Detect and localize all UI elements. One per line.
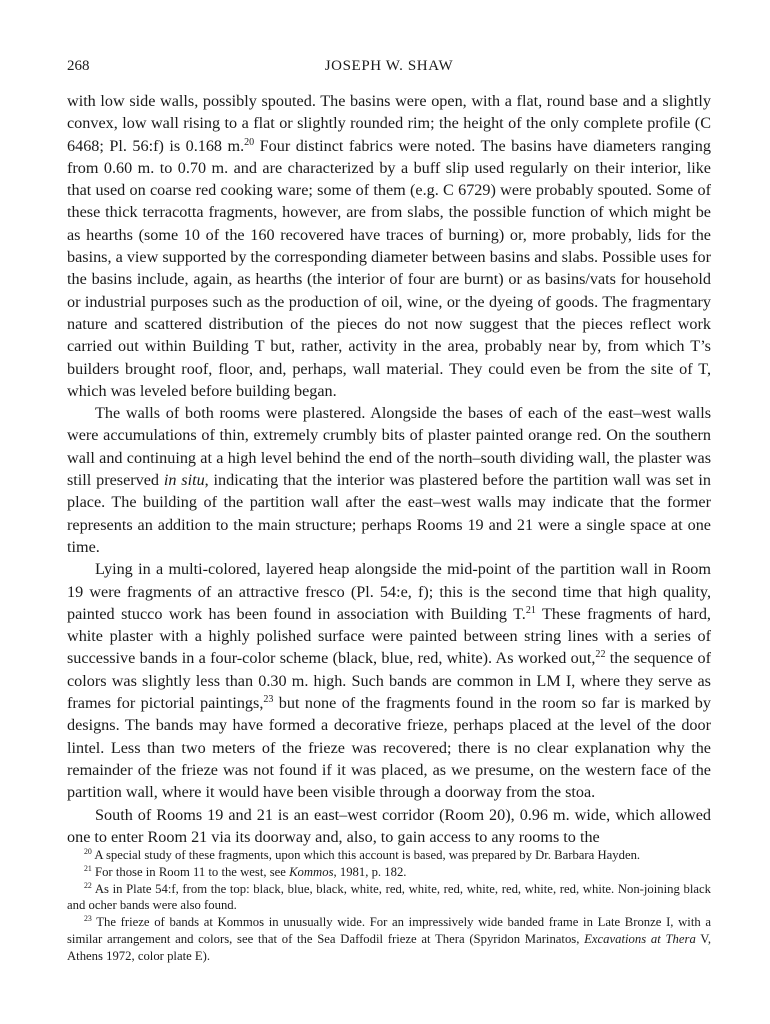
text-run: V, Athens 1972, color plate E). bbox=[67, 931, 712, 963]
text-run: For those in Room 11 to the west, see bbox=[91, 864, 290, 879]
footnote-ref: 21 bbox=[84, 863, 92, 873]
running-head-author: JOSEPH W. SHAW bbox=[324, 58, 454, 74]
text-run: A special study of these fragments, upon which this account is based, was prepared by Dr. Barbara Hayden. bbox=[91, 848, 641, 862]
footnote-ref: 21 bbox=[525, 604, 536, 616]
body-paragraph bbox=[67, 558, 711, 803]
text-run: with low side walls, possibly spouted. The basins were open, with a flat, round base and a slightly convex, low wall rising to a flat or slightly rounded rim; the height of the only complete profile (C 6468; Pl. 56:f) is 0.168 m. bbox=[67, 92, 711, 155]
footnote bbox=[67, 847, 711, 864]
text-run: but none of the fragments found in the room so far is marked by designs. The bands may have formed a decorative frieze, perhaps placed at the level of the door lintel. Less than two meters of the frieze was recovered; there is no clear explanation why the remainder of the frieze was not found if it was placed, as we presume, on the western face of the partition wall, where it would have been visible through a doorway from the stoa. bbox=[67, 694, 711, 802]
text-run: The walls of both rooms were plastered. Alongside the bases of each of the east–west walls were accumulations of thin, extremely crumbly bits of plaster painted orange red. On the southern wall and continuing at a high level behind the end of the north–south dividing wall, the plaster was still preserved bbox=[67, 404, 711, 490]
footnote-ref: 22 bbox=[595, 649, 606, 661]
italic-text: Kommos bbox=[289, 864, 334, 879]
footnote-ref: 22 bbox=[84, 880, 92, 890]
main-text bbox=[67, 90, 711, 848]
body-paragraph bbox=[67, 804, 711, 849]
footnote-ref: 20 bbox=[244, 136, 255, 148]
body-paragraph bbox=[67, 402, 711, 558]
text-run: Lying in a multi-colored, layered heap alongside the mid-point of the partition wall in Room 19 were fragments of an attractive fresco (Pl. 54:e, f); this is the second time that high quality, painted stucco work has been found in association with Building T. bbox=[67, 560, 711, 623]
footnote-ref: 23 bbox=[84, 914, 92, 924]
text-run: These fragments of hard, white plaster with a highly polished surface were painted between string lines with a series of successive bands in a four-color scheme (black, blue, red, white). As worked out, bbox=[67, 604, 711, 668]
footnote bbox=[67, 864, 711, 881]
footnote-ref: 23 bbox=[263, 693, 274, 705]
footnote bbox=[67, 914, 711, 964]
footnote bbox=[67, 881, 711, 915]
italic-text: in situ bbox=[163, 471, 205, 490]
italic-text: Excavations at Thera bbox=[584, 931, 696, 946]
footnotes bbox=[67, 847, 711, 965]
page-number: 268 bbox=[67, 58, 90, 74]
text-run: the sequence of colors was slightly less than 0.30 m. high. Such bands are common in LM I, where they serve as frames for pictorial paintings, bbox=[67, 649, 711, 713]
text-run: As in Plate 54:f, from the top: black, blue, black, white, red, white, red, white, red, white, red, white. Non-joining black and ocher bands were also found. bbox=[67, 881, 711, 913]
text-run: Four distinct fabrics were noted. The basins have diameters ranging from 0.60 m. to 0.70 m. and are characterized by a buff slip used regularly on their interior, like that used on coarse red cooking ware; some of them (e.g. C 6729) were probably spouted. Some of these thick terracotta fragments, however, are from slabs, the possible function of which might be as hearths (some 10 of the 160 recovered have traces of burning) or, more probably, lids for the basins, a view supported by the corresponding diameter between basins and slabs. Possible uses for the basins include, again, as hearths (the interior of four are burnt) or as basins/vats for household or industrial purposes such as the production of oil, wine, or the dyeing of goods. The fragmentary nature and scattered distribution of the pieces do not now suggest that the pieces reflect work carried out within Building T but, rather, activity in the area, probably near by, from which T’s builders brought roof, floor, and, perhaps, wall material. They could even be from the site of T, which was leveled before building began. bbox=[67, 136, 711, 400]
page-header bbox=[67, 58, 711, 80]
text-run: , 1981, p. 182. bbox=[333, 864, 407, 879]
text-run: South of Rooms 19 and 21 is an east–west corridor (Room 20), 0.96 m. wide, which allowed one to enter Room 21 via its doorway and, also, to gain access to any rooms to the bbox=[67, 805, 711, 846]
body-paragraph bbox=[67, 90, 711, 402]
footnote-ref: 20 bbox=[84, 847, 92, 857]
text-run: , indicating that the interior was plastered before the partition wall was set in place. The building of the partition wall after the east–west walls may indicate that the former represents an addition to the main structure; perhaps Rooms 19 and 21 were a single space at one time. bbox=[67, 471, 712, 556]
text-run: The frieze of bands at Kommos in unusually wide. For an impressively wide banded frame in Late Bronze I, with a similar arrangement and colors, see that of the Sea Daffodil frieze at Thera (Spyridon Marinatos, bbox=[67, 915, 711, 946]
